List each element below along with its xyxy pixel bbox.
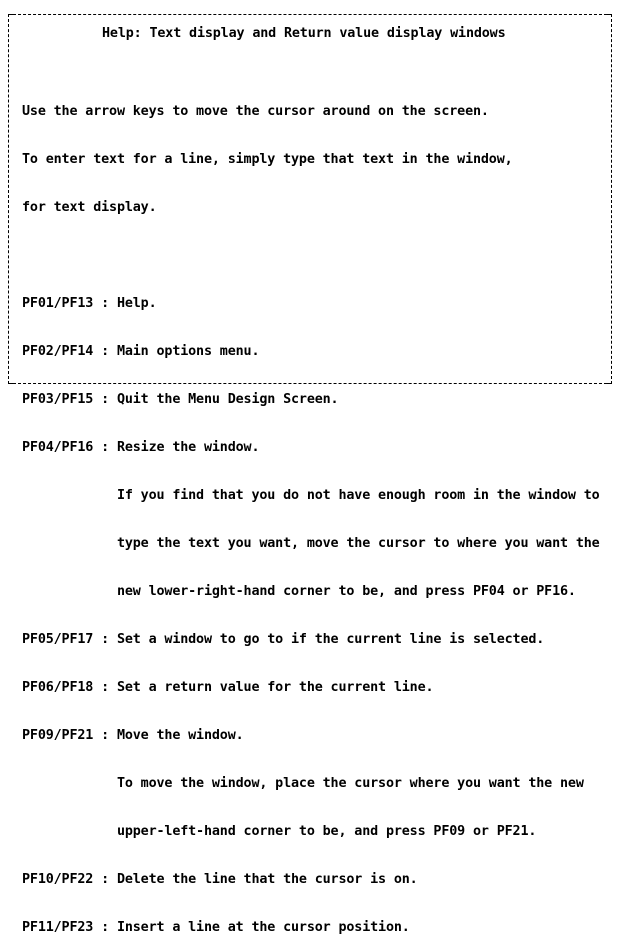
key-help-detail: To move the window, place the cursor where you want the new [22, 776, 584, 791]
key-help-line: PF01/PF13 : Help. [22, 296, 157, 311]
key-help-line: PF02/PF14 : Main options menu. [22, 344, 260, 359]
key-help-line: PF03/PF15 : Quit the Menu Design Screen. [22, 392, 339, 407]
blank-line [22, 248, 600, 264]
key-help-line: PF05/PF17 : Set a window to go to if the current line is selected. [22, 632, 545, 647]
key-help-line: PF04/PF16 : Resize the window. [22, 440, 260, 455]
help-text-body [22, 72, 600, 952]
key-help-detail: If you find that you do not have enough room in the window to [22, 488, 600, 503]
intro-line: To enter text for a line, simply type that text in the window, [22, 152, 513, 167]
key-help-detail: new lower-right-hand corner to be, and press PF04 or PF16. [22, 584, 576, 599]
border-corner-bottom-left [8, 383, 13, 384]
border-corner-bottom-right [607, 383, 612, 384]
key-help-line: PF09/PF21 : Move the window. [22, 728, 244, 743]
key-help-line: PF11/PF23 : Insert a line at the cursor position. [22, 920, 410, 935]
border-corner-top-right [607, 14, 612, 15]
key-help-detail: type the text you want, move the cursor to where you want the [22, 536, 600, 551]
intro-line: for text display. [22, 200, 157, 215]
key-help-detail: upper-left-hand corner to be, and press PF09 or PF21. [22, 824, 537, 839]
key-help-line: PF06/PF18 : Set a return value for the current line. [22, 680, 434, 695]
help-window-title: Help: Text display and Return value display windows [102, 26, 506, 41]
key-help-line: PF10/PF22 : Delete the line that the cursor is on. [22, 872, 418, 887]
intro-line: Use the arrow keys to move the cursor around on the screen. [22, 104, 489, 119]
border-corner-top-left [8, 14, 13, 15]
